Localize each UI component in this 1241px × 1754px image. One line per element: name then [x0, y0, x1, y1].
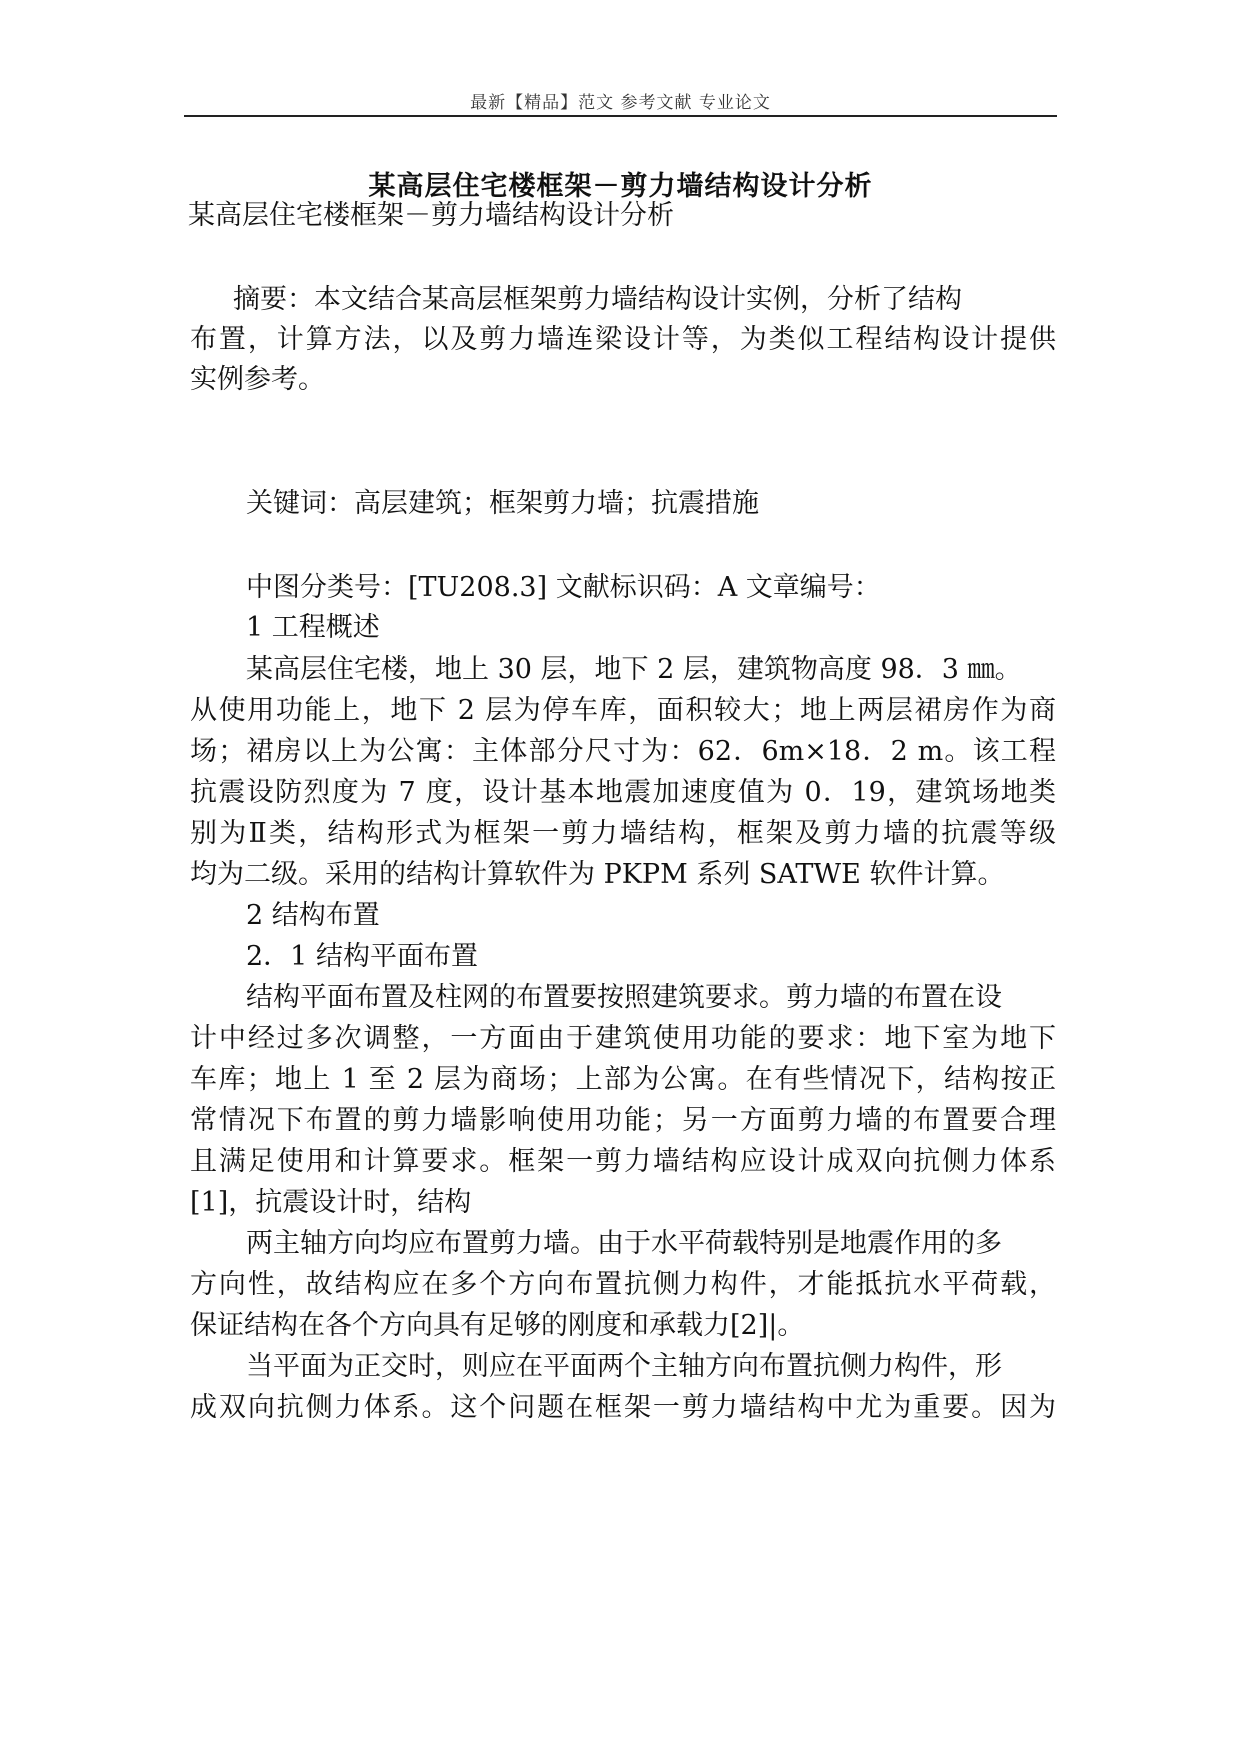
abstract-line: 实例参考。: [190, 364, 325, 395]
classification-line: 中图分类号：[TU208.3] 文献标识码：A 文章编号：: [246, 572, 881, 603]
paragraph-line: 计中经过多次调整，一方面由于建筑使用功能的要求：地下室为地下: [190, 1023, 1056, 1054]
paragraph-line: 成双向抗侧力体系。这个问题在框架一剪力墙结构中尤为重要。因为: [190, 1392, 1056, 1423]
paragraph-line: 均为二级。采用的结构计算软件为 PKPM 系列 SATWE 软件计算。: [190, 859, 1005, 890]
document-title: 某高层住宅楼框架－剪力墙结构设计分析: [368, 171, 873, 202]
paragraph-line: 两主轴方向均应布置剪力墙。由于水平荷载特别是地震作用的多: [246, 1228, 1002, 1259]
header-divider: [184, 115, 1057, 117]
paragraph-line: 某高层住宅楼，地上 30 层，地下 2 层，建筑物高度 98．3 ㎜。: [246, 654, 1022, 685]
paragraph-line: 常情况下布置的剪力墙影响使用功能；另一方面剪力墙的布置要合理: [190, 1105, 1056, 1136]
paragraph-line: 结构平面布置及柱网的布置要按照建筑要求。剪力墙的布置在设: [246, 982, 1002, 1013]
subsection-heading: 2．1 结构平面布置: [246, 941, 478, 972]
paragraph-line: 保证结构在各个方向具有足够的刚度和承载力[2]|。: [190, 1310, 805, 1341]
paragraph-line: 从使用功能上，地下 2 层为停车库，面积较大；地上两层裙房作为商: [190, 695, 1056, 726]
abstract-line: 布置，计算方法，以及剪力墙连梁设计等，为类似工程结构设计提供: [190, 324, 1056, 355]
section-heading: 1 工程概述: [246, 612, 380, 643]
paragraph-line: 车库；地上 1 至 2 层为商场；上部为公寓。在有些情况下，结构按正: [190, 1064, 1056, 1095]
paragraph-line: 别为Ⅱ类，结构形式为框架一剪力墙结构，框架及剪力墙的抗震等级: [190, 818, 1056, 849]
paragraph-line: [1]，抗震设计时，结构: [190, 1187, 472, 1218]
subtitle: 某高层住宅楼框架－剪力墙结构设计分析: [188, 200, 674, 231]
paragraph-line: 场；裙房以上为公寓：主体部分尺寸为：62．6m×18．2 m。该工程: [190, 736, 1056, 767]
section-heading: 2 结构布置: [246, 900, 380, 931]
paragraph-line: 且满足使用和计算要求。框架一剪力墙结构应设计成双向抗侧力体系: [190, 1146, 1056, 1177]
page-header: 最新【精品】范文 参考文献 专业论文: [470, 93, 771, 113]
abstract-line: 摘要：本文结合某高层框架剪力墙结构设计实例，分析了结构: [233, 284, 962, 315]
paragraph-line: 方向性，故结构应在多个方向布置抗侧力构件，才能抵抗水平荷载，: [190, 1269, 1056, 1300]
keywords: 关键词：高层建筑；框架剪力墙；抗震措施: [246, 488, 759, 519]
paragraph-line: 当平面为正交时，则应在平面两个主轴方向布置抗侧力构件，形: [246, 1351, 1002, 1382]
paragraph-line: 抗震设防烈度为 7 度，设计基本地震加速度值为 0．19，建筑场地类: [190, 777, 1056, 808]
